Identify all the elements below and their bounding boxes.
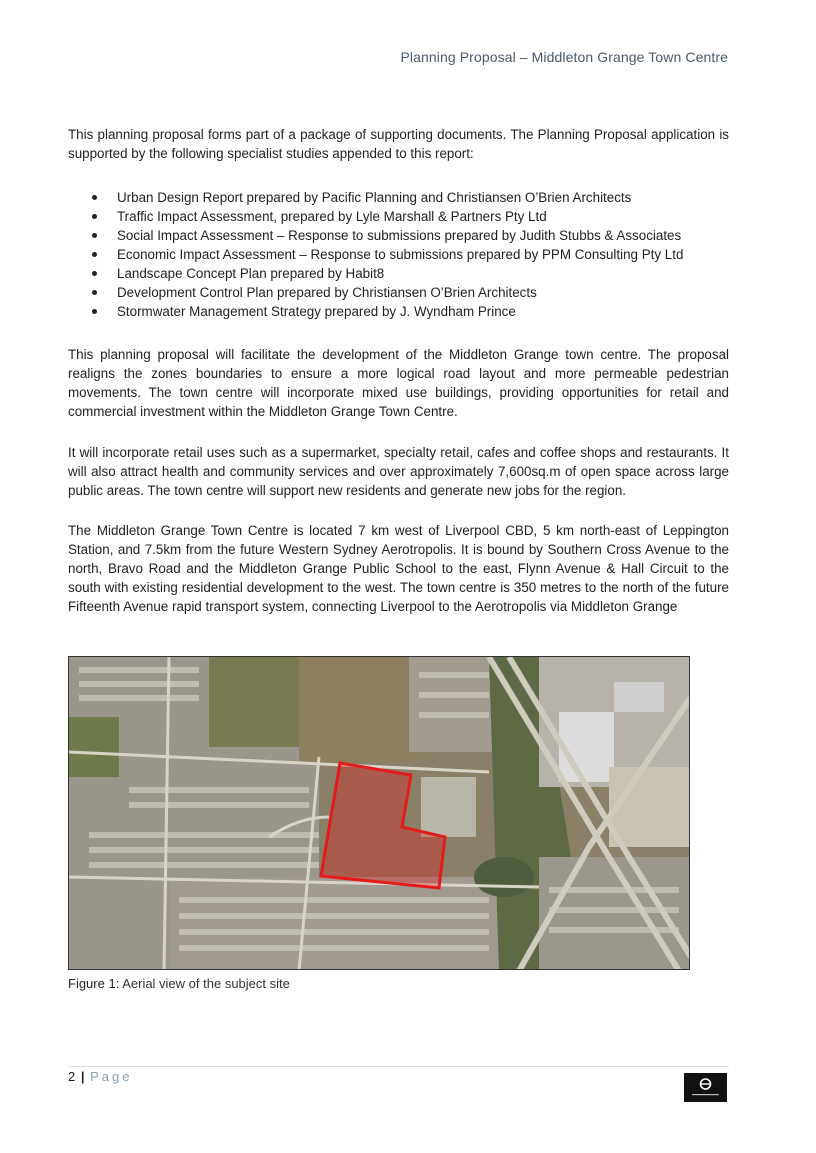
facilitation-paragraph: This planning proposal will facilitate the development of the Middleton Grange town centre. The proposal realigns the zones boundaries to ensure a more logical road layout and more permeable pedestrian movements. The town centre will incorporate mixed use buildings, providing opportunities for retail and commercial investment within the Middleton Grange Town Centre.	[68, 347, 729, 419]
page-footer	[68, 1069, 133, 1084]
company-logo	[684, 1073, 727, 1102]
large-warehouse	[559, 712, 614, 782]
school-grounds	[421, 777, 476, 837]
list-item: Development Control Plan prepared by Christiansen O’Brien Architects	[68, 283, 729, 302]
intro-paragraph: This planning proposal forms part of a package of supporting documents. The Planning Proposal application is supported by the following specialist studies appended to this report:	[68, 127, 729, 161]
list-item: Social Impact Assessment – Response to submissions prepared by Judith Stubbs & Associates	[68, 226, 729, 245]
aerial-map-image	[68, 656, 690, 970]
page-number: 2	[68, 1069, 76, 1084]
page-separator: |	[80, 1069, 85, 1084]
footer-divider	[68, 1066, 729, 1067]
field-north	[209, 657, 299, 747]
studies-list	[68, 188, 729, 321]
list-item: Traffic Impact Assessment, prepared by Lyle Marshall & Partners Pty Ltd	[68, 207, 729, 226]
list-item: Landscape Concept Plan prepared by Habit8	[68, 264, 729, 283]
retail-uses-paragraph: It will incorporate retail uses such as a supermarket, specialty retail, cafes and coffee shops and restaurants. It will also attract health and community services and over approximately 7,600sq.m of open space across large public areas. The town centre will support new residents and generate new jobs for the region.	[68, 445, 729, 498]
cleared-land	[609, 767, 690, 847]
list-item: Urban Design Report prepared by Pacific Planning and Christiansen O’Brien Architects	[68, 188, 729, 207]
location-paragraph: The Middleton Grange Town Centre is located 7 km west of Liverpool CBD, 5 km north-east of Leppington Station, and 7.5km from the future Western Sydney Aerotropolis. It is bound by Southern Cross Avenue to the north, Bravo Road and the Middleton Grange Public School to the east, Flynn Avenue & Hall Circuit to the south with existing residential development to the west. The town centre is 350 metres to the north of the future Fifteenth Avenue rapid transport system, connecting Liverpool to the Aerotropolis via Middleton Grange	[68, 523, 729, 614]
running-header: Planning Proposal – Middleton Grange Town Centre	[400, 49, 728, 65]
pond	[474, 857, 534, 897]
residential-area-south	[169, 877, 499, 970]
figure-caption-text: : Aerial view of the subject site	[115, 976, 290, 991]
list-item: Economic Impact Assessment – Response to submissions prepared by PPM Consulting Pty Ltd	[68, 245, 729, 264]
field-centre	[299, 657, 419, 762]
list-item: Stormwater Management Strategy prepared by J. Wyndham Prince	[68, 302, 729, 321]
residential-area-north	[409, 657, 494, 752]
park-west	[69, 717, 119, 777]
aerial-map-svg	[69, 657, 690, 970]
page-label: Page	[90, 1069, 133, 1084]
figure-label: Figure 1	[68, 976, 116, 991]
warehouse-small	[614, 682, 664, 712]
logo-icon	[684, 1073, 727, 1102]
figure-caption	[68, 976, 290, 991]
